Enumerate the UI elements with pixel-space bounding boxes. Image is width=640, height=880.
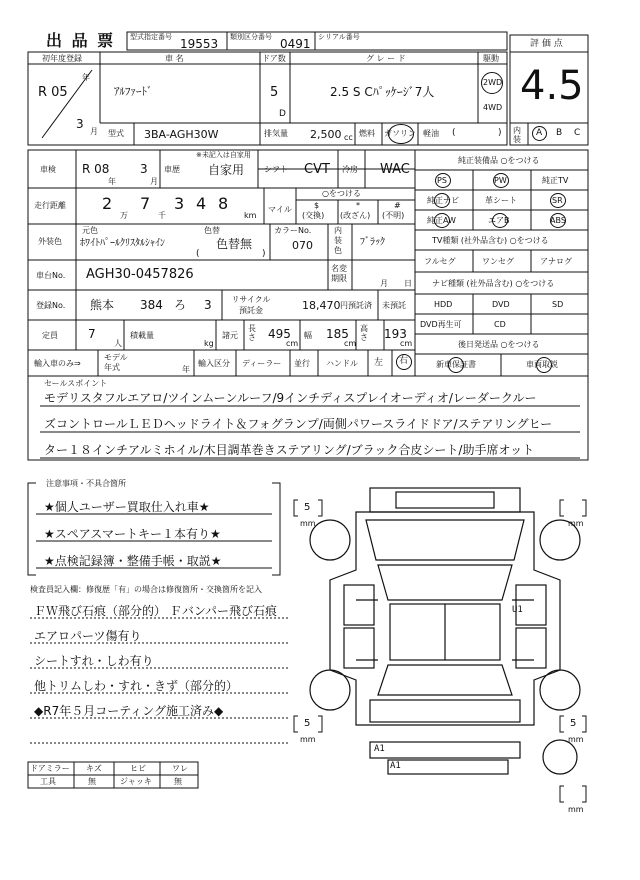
- mileage-digit: 4: [196, 194, 207, 213]
- repaint-paren-open: (: [196, 249, 200, 259]
- mileage-km: km: [244, 211, 257, 220]
- reg-label: 登録No.: [36, 301, 66, 310]
- missing-header: キズ: [86, 764, 102, 773]
- height-label: 高さ: [360, 324, 368, 342]
- equip-navi: 純正ナビ: [427, 196, 459, 205]
- navi-title: ナビ種類 (社外品含む) ○をつける: [432, 279, 555, 288]
- history-note: ※未記入は自家用: [196, 151, 251, 159]
- load-unit: kg: [204, 339, 214, 348]
- car-name: ｱﾙﾌｧｰﾄﾞ: [114, 85, 153, 98]
- tv-oneseg: ワンセグ: [482, 257, 514, 266]
- reg-area: 熊本: [90, 298, 115, 312]
- mileage-digit: 7: [140, 194, 151, 213]
- history-value: 自家用: [208, 163, 245, 177]
- missing-header: ドアミラー: [30, 764, 70, 773]
- chassis-value: AGH30-0457826: [86, 267, 194, 282]
- diesel-paren-close: ): [498, 128, 502, 138]
- dims-label: 諸元: [222, 331, 238, 340]
- diesel-label: 軽油: [423, 129, 439, 138]
- reg-class: 384: [140, 298, 163, 312]
- equip-ps: PS: [437, 176, 447, 185]
- model-year-label: モデル年式: [104, 353, 128, 372]
- doors-value: 5: [270, 85, 279, 100]
- equip-abs: ABS: [550, 216, 566, 225]
- exchange-label: (交換): [302, 211, 325, 220]
- tire-fl-value: 5: [304, 502, 311, 513]
- navi-hdd: HDD: [434, 300, 453, 309]
- mileage-label: 走行距離: [34, 201, 66, 210]
- month-unit: 月: [90, 127, 98, 136]
- form-title: 出 品 票: [46, 31, 116, 50]
- navi-dvd: DVD: [492, 300, 510, 309]
- tire-fr-mm: mm: [568, 519, 584, 528]
- name-change-month: 月: [380, 279, 388, 288]
- year-unit: 年: [82, 73, 90, 82]
- missing-value: 工具: [40, 777, 56, 786]
- caution-label: 注意事項・不具合箇所: [46, 479, 126, 488]
- tv-fullseg: フルセグ: [424, 257, 456, 266]
- tire-fl-mm: mm: [300, 519, 316, 528]
- tamper-sym: *: [356, 201, 360, 210]
- color-no-label: カラーNo.: [274, 226, 312, 235]
- damage-mark-a1: A1: [390, 761, 401, 771]
- length-unit: cm: [286, 339, 299, 348]
- damage-mark-u1: U1: [512, 605, 523, 615]
- inspection-year-unit: 年: [108, 177, 116, 186]
- displacement-label: 排気量: [264, 129, 288, 138]
- later-manual: 車両取説: [526, 360, 558, 369]
- equip-leather: 革シート: [485, 196, 517, 205]
- fuel-gasoline: ガソリン: [384, 129, 416, 138]
- doors-type: D: [279, 109, 286, 119]
- interior-label: 内装: [513, 126, 521, 144]
- history-label: 車歴: [164, 165, 180, 174]
- missing-value: 無: [88, 777, 96, 786]
- unknown-label: (不明): [382, 211, 405, 220]
- equip-sr: SR: [552, 196, 563, 205]
- equip-tv: 純正TV: [542, 176, 569, 185]
- mileage-man: 万: [120, 211, 128, 220]
- first-reg-label: 初年度登録: [42, 54, 82, 63]
- length-value: 495: [268, 327, 291, 341]
- car-diagram: [310, 488, 580, 774]
- inspection-label: 車検: [40, 165, 56, 174]
- caution-item: ★点検記録簿・整備手帳・取説★: [44, 554, 222, 568]
- mileage-sen: 千: [158, 211, 166, 220]
- ac-value: WAC: [380, 162, 410, 177]
- grade-label: グ レ ー ド: [366, 54, 406, 63]
- inspector-item: エアロパーツ傷有り: [34, 629, 142, 643]
- recycle-unit: 円預託済: [340, 301, 372, 310]
- inspector-item: シートすれ・しわ有り: [34, 654, 154, 668]
- mileage-digit: 2: [102, 194, 113, 213]
- model-value: 3BA-AGH30W: [144, 128, 219, 141]
- navi-cd: CD: [494, 320, 506, 329]
- capacity-unit: 人: [114, 339, 122, 348]
- type-no: 19553: [180, 37, 219, 51]
- name-change-label: 名変期限: [331, 264, 347, 283]
- equipment-title: 純正装備品 ○をつける: [458, 156, 540, 165]
- equip-aw: 純正AW: [427, 216, 456, 225]
- tamper-label: (改ざん): [340, 211, 371, 220]
- later-warranty: 新車保証書: [436, 360, 476, 369]
- mileage-circle-note: ○をつける: [322, 189, 361, 198]
- mileage-digit: 8: [218, 194, 229, 213]
- import-cat-label: 輸入区分: [198, 359, 230, 368]
- recycle-value: 18,470: [302, 299, 341, 312]
- cc-unit: cc: [344, 133, 353, 142]
- diesel-paren-open: (: [452, 128, 456, 138]
- serial-label: シリアル番号: [318, 33, 360, 41]
- recycle-label: リサイクル預託金: [231, 295, 271, 315]
- orig-color: ﾎﾜｲﾄﾊﾟｰﾙｸﾘｽﾀﾙｼｬｲﾝ: [80, 238, 165, 249]
- capacity-value: 7: [88, 327, 96, 341]
- score-value: 4.5: [520, 63, 584, 109]
- inspection-month-unit: 月: [150, 177, 158, 186]
- doors-label: ドア数: [262, 54, 286, 63]
- width-label: 幅: [304, 331, 312, 340]
- drive-4wd: 4WD: [483, 103, 503, 112]
- missing-value: ジャッキ: [120, 777, 152, 786]
- orig-color-label: 元色: [82, 226, 98, 235]
- exchange-sym: $: [314, 201, 320, 210]
- caution-item: ★スペアスマートキー１本有り★: [44, 527, 221, 541]
- missing-header: ワレ: [172, 764, 188, 773]
- shift-label: シフト: [264, 165, 288, 174]
- name-change-day: 日: [404, 279, 412, 288]
- ac-label: 冷房: [342, 165, 358, 174]
- interior-color-label: 内装色: [334, 226, 342, 255]
- handle-label: ハンドル: [326, 359, 358, 368]
- import-parallel: 並行: [294, 359, 310, 368]
- interior-a: A: [536, 128, 543, 138]
- tire-rl-mm: mm: [300, 735, 316, 744]
- drive-2wd: 2WD: [483, 78, 503, 87]
- missing-value: 無: [174, 777, 182, 786]
- sales-line: モデリスタフルエアロ/ツインムーンルーフ/9インチディスプレイオーディオ/レーダークルー: [44, 391, 537, 405]
- first-reg-month: 3: [76, 117, 84, 131]
- mile-label: マイル: [268, 205, 292, 214]
- interior-c: C: [574, 128, 581, 138]
- inspector-item: 他トリムしわ・すれ・きず（部分的）: [34, 679, 239, 693]
- width-unit: cm: [344, 339, 357, 348]
- import-label: 輸入車のみ⇒: [34, 359, 81, 368]
- recycle-status: 未預託: [382, 301, 406, 310]
- interior-b: B: [556, 128, 563, 138]
- class-no-label: 類別区分番号: [230, 33, 272, 41]
- equip-pw: PW: [494, 176, 507, 185]
- repaint-value: 色替無: [216, 237, 253, 251]
- inspector-item: ◆R7年５月コーティング施工済み◆: [34, 704, 224, 718]
- length-label: 長さ: [248, 324, 256, 342]
- model-year-unit: 年: [182, 365, 190, 374]
- missing-header: ヒビ: [130, 764, 146, 773]
- color-no: 070: [292, 239, 313, 252]
- score-label: 評 価 点: [530, 39, 563, 49]
- sales-label: セールスポイント: [44, 379, 108, 388]
- reg-num: 3: [204, 298, 212, 312]
- import-dealer: ディーラー: [242, 359, 282, 368]
- caution-item: ★個人ユーザー買取仕入れ車★: [44, 500, 210, 514]
- mileage-digit: 3: [174, 194, 185, 213]
- repaint-label: 色替: [204, 226, 220, 235]
- drive-label: 駆動: [483, 54, 499, 63]
- interior-color: ﾌﾞﾗｯｸ: [360, 237, 385, 248]
- width-value: 185: [326, 327, 349, 341]
- car-name-label: 車 名: [165, 54, 184, 63]
- inspector-item: ＦＷ飛び石痕（部分的） Ｆバンパー飛び石痕: [34, 604, 277, 618]
- sales-line: ター１８インチアルミホイル/木目調革巻きステアリング/ブラック合皮シート/助手席オット: [44, 443, 535, 457]
- shift-value: CVT: [304, 162, 330, 177]
- spare-mm: mm: [568, 805, 584, 814]
- reg-kana: ろ: [174, 298, 187, 312]
- height-unit: cm: [400, 339, 413, 348]
- tire-rl-value: 5: [304, 718, 311, 729]
- unknown-sym: #: [394, 201, 401, 210]
- capacity-label: 定員: [42, 331, 58, 340]
- navi-dvd-play: DVD再生可: [420, 320, 462, 329]
- tire-rr-value: 5: [570, 718, 577, 729]
- class-no: 0491: [280, 37, 311, 51]
- damage-mark-a1: A1: [374, 744, 385, 754]
- equip-airbag: エアB: [488, 216, 510, 225]
- model-label: 型式: [108, 129, 124, 138]
- navi-sd: SD: [552, 300, 564, 309]
- later-title: 後日発送品 ○をつける: [458, 340, 540, 349]
- handle-left: 左: [374, 358, 384, 368]
- color-label: 外装色: [38, 237, 62, 246]
- chassis-label: 車台No.: [36, 271, 66, 280]
- height-value: 193: [384, 327, 407, 341]
- repaint-paren-close: ): [262, 249, 266, 259]
- tv-analog: アナログ: [540, 257, 572, 266]
- handle-right: 右: [399, 356, 409, 366]
- inspection-month: 3: [140, 162, 148, 176]
- tv-title: TV種類 (社外品含む) ○をつける: [432, 236, 549, 245]
- sales-line: ズコントロールＬＥＤヘッドライト＆フォグランプ/両側パワースライドドア/ステアリングヒー: [44, 417, 553, 431]
- load-label: 積載量: [130, 331, 154, 340]
- inspector-label: 検査員記入欄：修復歴「有」の場合は修復箇所・交換箇所を記入: [30, 585, 262, 594]
- inspection-value: R 08: [82, 162, 110, 176]
- first-reg-era: R 05: [38, 85, 68, 100]
- grade-value: 2.5 S Cﾊﾟｯｹｰｼﾞ7人: [330, 85, 435, 99]
- fuel-label: 燃料: [359, 129, 375, 138]
- tire-rr-mm: mm: [568, 735, 584, 744]
- displacement-value: 2,500: [310, 128, 342, 141]
- type-no-label: 型式指定番号: [130, 33, 172, 41]
